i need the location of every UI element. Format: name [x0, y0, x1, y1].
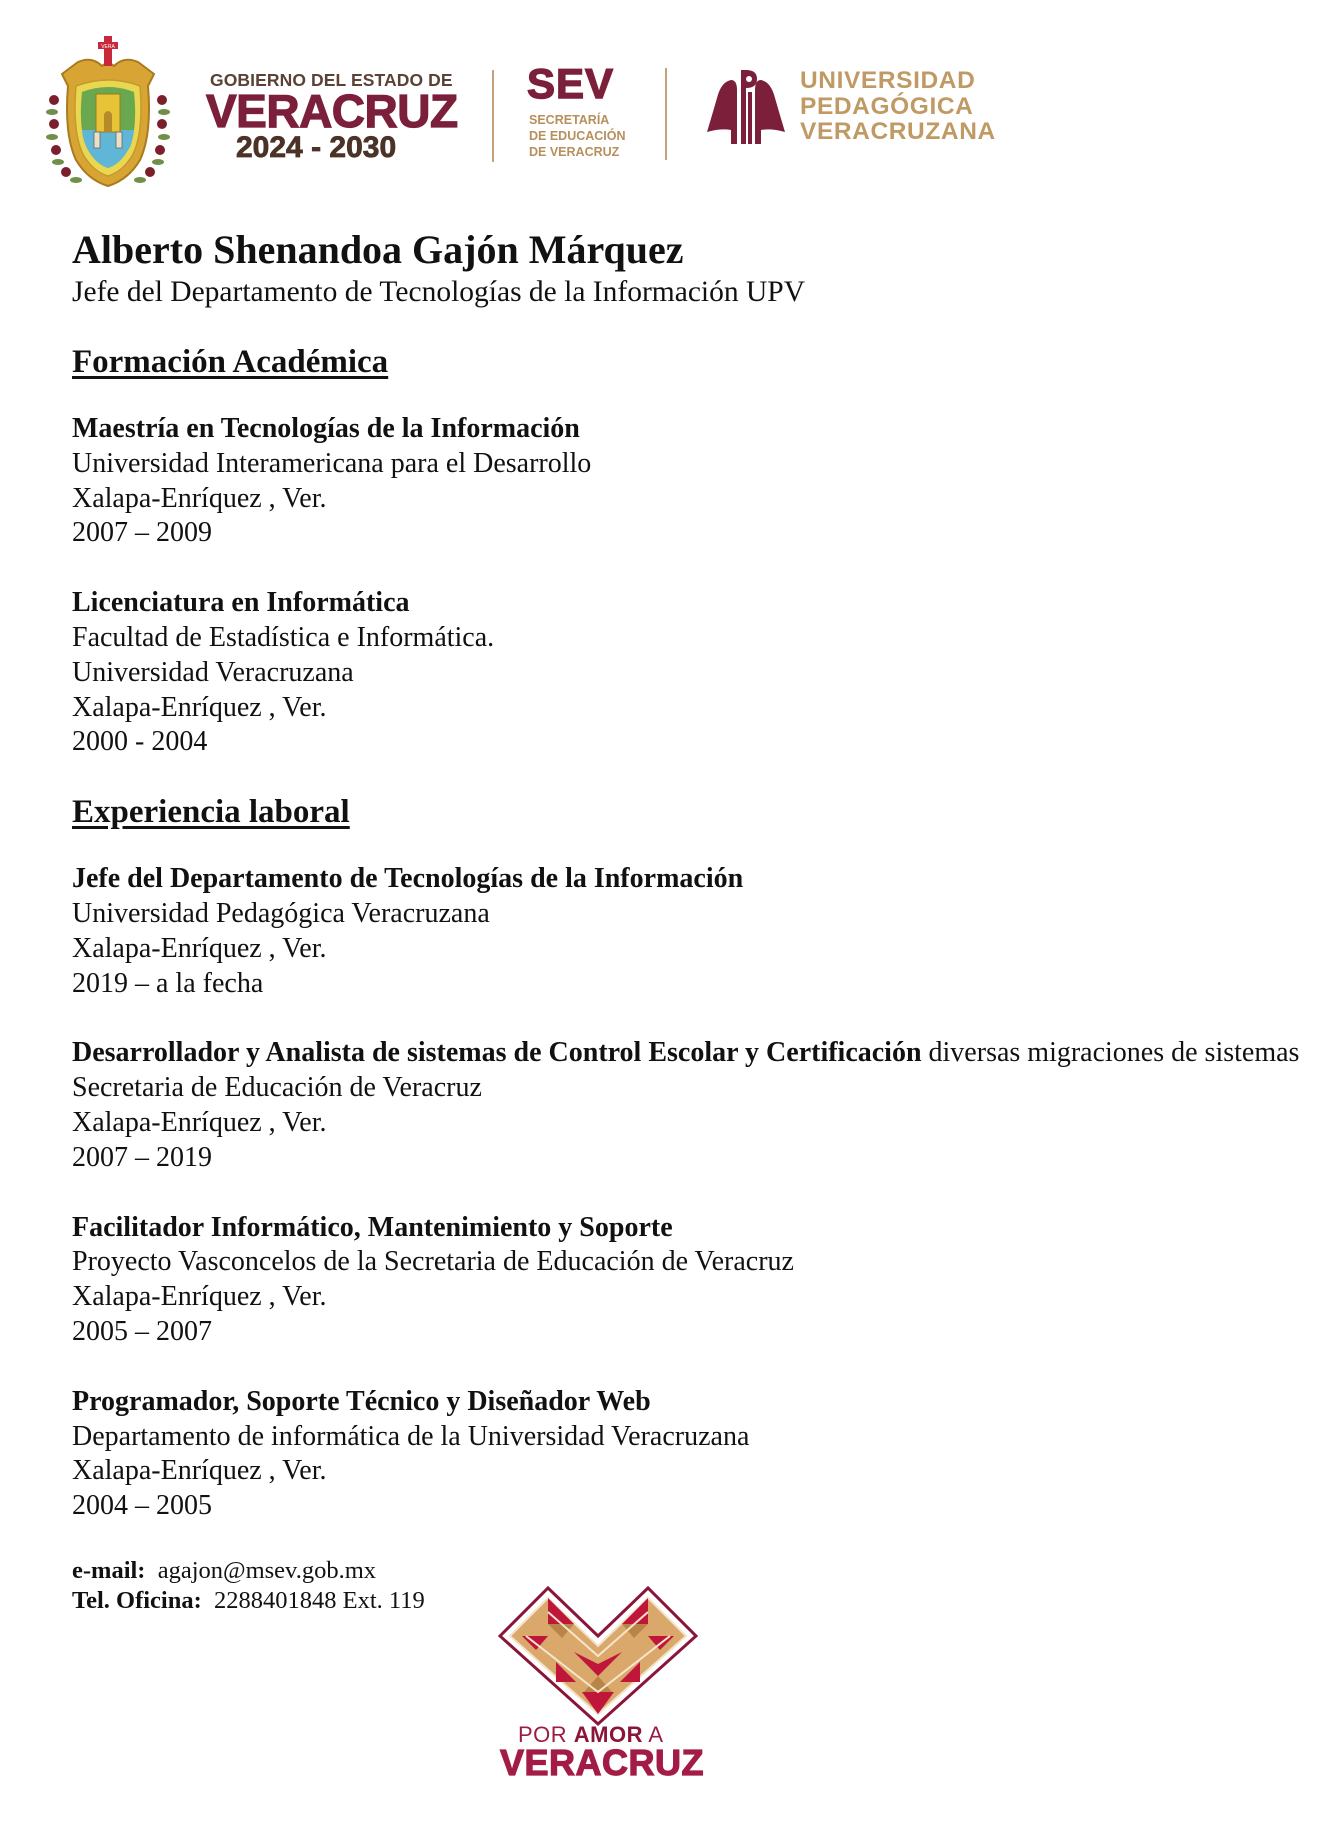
sev-line1: SECRETARÍA [529, 113, 610, 127]
phone-label: Tel. Oficina: [72, 1586, 202, 1614]
experience-organization: Secretaria de Educación de Veracruz [72, 1072, 482, 1104]
education-degree: Licenciatura en Informática [72, 587, 410, 619]
experience-role-note: diversas migraciones de sistemas [928, 1037, 1300, 1069]
experience-entry [72, 862, 1322, 1001]
experience-location: Xalapa-Enríquez , Ver. [72, 1281, 327, 1313]
phone-number: 2288401848 Ext. 119 [214, 1586, 425, 1614]
gobierno-years: 2024 - 2030 [236, 131, 397, 164]
education-degree: Maestría en Tecnologías de la Información [72, 413, 580, 444]
cv-content [72, 226, 1322, 1616]
experience-period: 2007 – 2019 [72, 1141, 212, 1173]
section-heading-experience: Experiencia laboral [72, 794, 350, 831]
experience-entry [72, 1036, 1322, 1175]
experience-role: Programador, Soporte Técnico y Diseñador Web [72, 1385, 651, 1417]
veracruz-coat-of-arms-logo [44, 34, 172, 192]
experience-organization: Departamento de informática de la Universidad Veracruzana [72, 1420, 750, 1452]
upv-logo-icon [703, 68, 789, 146]
gobierno-veracruz: VERACRUZ [206, 85, 458, 137]
upv-name [800, 68, 996, 145]
experience-location: Xalapa-Enríquez , Ver. [72, 1455, 327, 1487]
experience-entry [72, 1385, 1322, 1524]
education-faculty: Facultad de Estadística e Informática. [72, 621, 495, 653]
por-amor-a-veracruz-heart-logo [496, 1552, 700, 1728]
education-institution: Universidad Interamericana para el Desarrollo [72, 447, 592, 479]
person-title: Jefe del Departamento de Tecnologías de la Información UPV [72, 276, 805, 308]
experience-role: Facilitador Informático, Mantenimiento y Soporte [72, 1211, 673, 1243]
experience-period: 2005 – 2007 [72, 1315, 212, 1347]
sev-acronym: SEV [527, 60, 615, 107]
sev-line2: DE EDUCACIÓN [529, 129, 626, 143]
education-location: Xalapa-Enríquez , Ver. [72, 691, 327, 723]
education-entry [72, 586, 1322, 760]
upv-line3: VERACRUZANA [800, 118, 996, 145]
education-period: 2007 – 2009 [72, 517, 212, 549]
upv-line1: UNIVERSIDAD [800, 67, 976, 94]
slogan-por: POR [518, 1722, 574, 1747]
experience-location: Xalapa-Enríquez , Ver. [72, 932, 327, 964]
education-institution: Universidad Veracruzana [72, 656, 354, 688]
header-divider [492, 70, 494, 162]
footer-slogan-veracruz: VERACRUZ [500, 1742, 705, 1783]
experience-period: 2019 – a la fecha [72, 967, 264, 999]
slogan-a: A [643, 1722, 664, 1747]
experience-role: Jefe del Departamento de Tecnologías de la Información [72, 863, 744, 895]
sev-name [529, 112, 626, 160]
email-link[interactable]: agajon@msev.gob.mx [157, 1556, 377, 1584]
section-heading-education: Formación Académica [72, 344, 389, 380]
header-divider [665, 68, 667, 160]
experience-location: Xalapa-Enríquez , Ver. [72, 1106, 327, 1138]
slogan-amor: AMOR [573, 1722, 644, 1747]
coat-banner-text: VERA [101, 44, 115, 50]
email-label: e-mail: [72, 1556, 146, 1584]
gobierno-line1: GOBIERNO DEL ESTADO DE [210, 70, 453, 90]
experience-role-line [72, 1036, 1322, 1071]
education-entry [72, 412, 1322, 551]
experience-organization: Proyecto Vasconcelos de la Secretaria de Educación de Veracruz [72, 1246, 794, 1278]
experience-period: 2004 – 2005 [72, 1490, 212, 1522]
education-period: 2000 - 2004 [72, 726, 208, 758]
education-location: Xalapa-Enríquez , Ver. [72, 482, 327, 514]
upv-line2: PEDAGÓGICA [800, 92, 974, 120]
experience-organization: Universidad Pedagógica Veracruzana [72, 897, 490, 929]
person-name: Alberto Shenandoa Gajón Márquez [72, 227, 684, 272]
experience-entry [72, 1211, 1322, 1350]
experience-role: Desarrollador y Analista de sistemas de Control Escolar y Certificación [72, 1037, 922, 1069]
sev-line3: DE VERACRUZ [529, 145, 620, 159]
